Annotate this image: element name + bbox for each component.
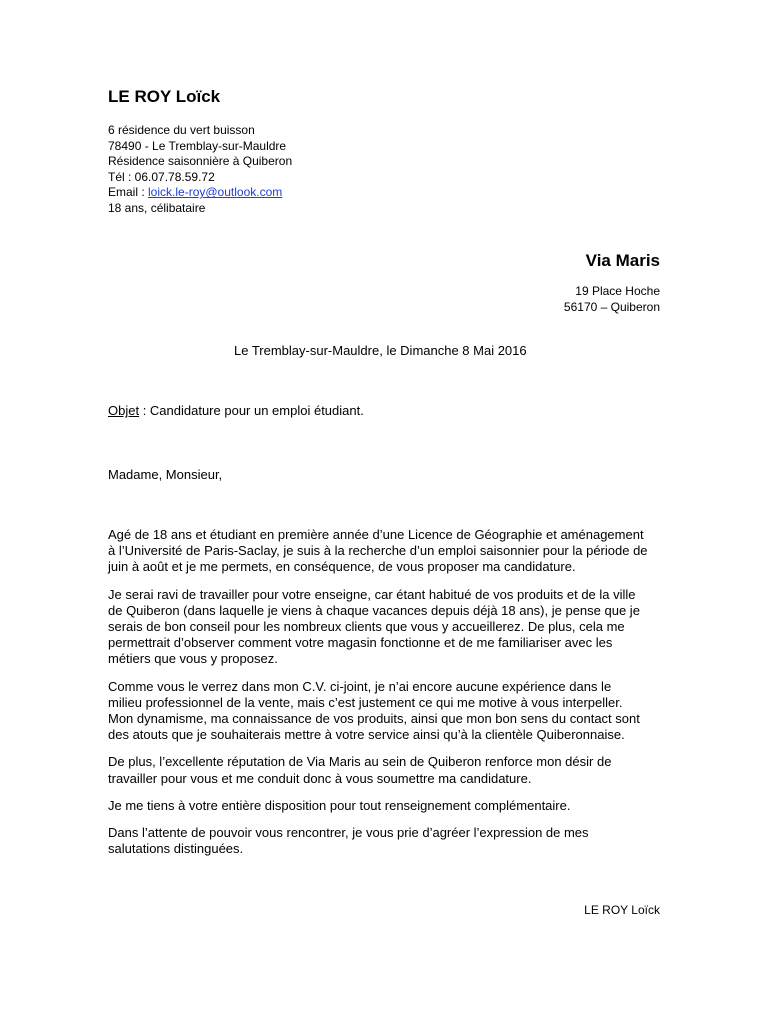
body-line: à l’Université de Paris-Saclay, je suis à la recherche d’un emploi saisonnier pour la période de xyxy=(108,543,648,559)
body-line: De plus, l’excellente réputation de Via Maris au sein de Quiberon renforce mon désir de xyxy=(108,754,612,770)
recipient-address-block xyxy=(564,283,660,315)
body-line: salutations distinguées. xyxy=(108,841,244,857)
body-paragraph xyxy=(108,754,660,786)
sender-email-link[interactable]: loick.le-roy@outlook.com xyxy=(148,185,283,200)
body-line: Mon dynamisme, ma connaissance de vos produits, ainsi que mon bon sens du contact sont xyxy=(108,711,640,727)
body-line: Je serai ravi de travailler pour votre enseigne, car étant habitué de vos produits et de la ville xyxy=(108,586,636,602)
subject-label: Objet xyxy=(108,403,140,418)
body-line: milieu professionnel de la vente, mais c’est justement ce qui me motive à vous interpeller. xyxy=(108,694,623,710)
sender-details: 18 ans, célibataire xyxy=(108,200,206,215)
body-paragraph xyxy=(108,679,660,744)
sender-address-block xyxy=(108,123,292,217)
body-line: juin à août et je me permets, en conséquence, de vous proposer ma candidature. xyxy=(108,559,576,575)
subject-text: : Candidature pour un emploi étudiant. xyxy=(139,403,364,418)
recipient-address-line: 19 Place Hoche xyxy=(575,284,660,298)
body-line: Comme vous le verrez dans mon C.V. ci-joint, je n’ai encore aucune expérience dans le xyxy=(108,678,612,694)
sender-name: LE ROY Loïck xyxy=(108,87,221,106)
sender-address-line: Résidence saisonnière à Quiberon xyxy=(108,154,293,169)
body-line: Dans l’attente de pouvoir vous rencontrer, je vous prie d’agréer l’expression de mes xyxy=(108,825,589,841)
letter-body xyxy=(108,527,660,868)
sender-address-line: 78490 - Le Tremblay-sur-Mauldre xyxy=(108,138,287,153)
sender-email-line xyxy=(108,185,292,201)
body-paragraph xyxy=(108,798,660,814)
signature: LE ROY Loïck xyxy=(584,903,660,917)
sender-phone: Tél : 06.07.78.59.72 xyxy=(108,169,215,184)
body-paragraph xyxy=(108,527,660,576)
body-paragraph xyxy=(108,825,660,857)
recipient-address-line: 56170 – Quiberon xyxy=(563,300,660,314)
body-paragraph xyxy=(108,587,660,668)
sender-address-line: 6 résidence du vert buisson xyxy=(108,123,255,137)
body-line: des atouts que je souhaiterais mettre à votre service ainsi qu’à la clientèle Quiberonnaise. xyxy=(108,727,625,743)
sender-email-label: Email : xyxy=(108,185,149,200)
body-line: métiers que vous y proposez. xyxy=(108,651,278,667)
body-line: permettrait d’observer comment votre magasin fonctionne et de me familiariser avec les xyxy=(108,635,613,651)
body-line: Je me tiens à votre entière disposition pour tout renseignement complémentaire. xyxy=(108,797,571,813)
body-line: travailler pour vous et me conduit donc à vous soumettre ma candidature. xyxy=(108,770,532,786)
body-line: de Quiberon (dans laquelle je viens à chaque vacances depuis déjà 18 ans), je pense que je xyxy=(108,602,640,618)
date-line: Le Tremblay-sur-Mauldre, le Dimanche 8 Mai 2016 xyxy=(234,343,527,358)
recipient-name: Via Maris xyxy=(585,251,660,270)
subject-line xyxy=(108,402,364,419)
body-line: serais de bon conseil pour les nombreux clients que vous y accueillerez. De plus, cela me xyxy=(108,619,625,635)
salutation: Madame, Monsieur, xyxy=(108,467,223,482)
body-line: Agé de 18 ans et étudiant en première année d’une Licence de Géographie et aménagement xyxy=(108,527,644,542)
